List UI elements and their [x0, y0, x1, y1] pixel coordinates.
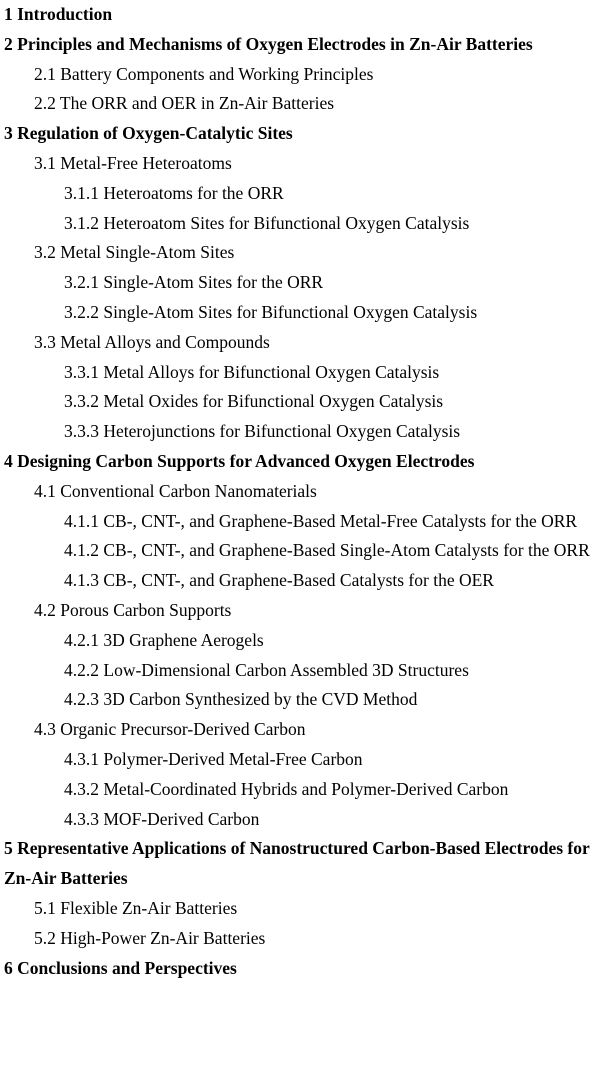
- toc-entry-4-1-2: 4.1.2 CB-, CNT-, and Graphene-Based Single-Atom Catalysts for the ORR: [64, 540, 590, 561]
- toc-entry-6: 6 Conclusions and Perspectives: [4, 957, 237, 978]
- toc-entry-3-2: 3.2 Metal Single-Atom Sites: [34, 242, 235, 263]
- toc-entry-3-3: 3.3 Metal Alloys and Compounds: [34, 331, 270, 352]
- toc-entry-5: 5 Representative Applications of Nanostructured Carbon-Based Electrodes for Zn-Air Batteries: [4, 838, 590, 889]
- toc-entry-3-3-1: 3.3.1 Metal Alloys for Bifunctional Oxygen Catalysis: [64, 361, 440, 382]
- toc-entry-3-3-2: 3.3.2 Metal Oxides for Bifunctional Oxygen Catalysis: [64, 391, 444, 412]
- toc-entry-2-2: 2.2 The ORR and OER in Zn-Air Batteries: [34, 93, 335, 114]
- toc-entry-1: 1 Introduction: [4, 4, 113, 24]
- toc-entry-4-3: 4.3 Organic Precursor-Derived Carbon: [34, 719, 306, 740]
- toc-entry-4-2-2: 4.2.2 Low-Dimensional Carbon Assembled 3D Structures: [64, 659, 469, 680]
- toc-entry-3-1-1: 3.1.1 Heteroatoms for the ORR: [64, 182, 284, 203]
- toc-entry-4-3-2: 4.3.2 Metal-Coordinated Hybrids and Polymer-Derived Carbon: [64, 778, 509, 799]
- toc-entry-3: 3 Regulation of Oxygen-Catalytic Sites: [4, 123, 293, 144]
- toc-entry-3-1: 3.1 Metal-Free Heteroatoms: [34, 152, 232, 173]
- toc-entry-3-2-2: 3.2.2 Single-Atom Sites for Bifunctional Oxygen Catalysis: [64, 301, 478, 322]
- toc-entry-4: 4 Designing Carbon Supports for Advanced Oxygen Electrodes: [4, 450, 475, 471]
- toc-entry-5-1: 5.1 Flexible Zn-Air Batteries: [34, 897, 238, 918]
- toc-entry-2-1: 2.1 Battery Components and Working Principles: [34, 63, 374, 84]
- toc-entry-5-2: 5.2 High-Power Zn-Air Batteries: [34, 927, 266, 948]
- toc-entry-4-1-1: 4.1.1 CB-, CNT-, and Graphene-Based Metal-Free Catalysts for the ORR: [64, 510, 578, 531]
- toc-entry-3-1-2: 3.1.2 Heteroatom Sites for Bifunctional Oxygen Catalysis: [64, 212, 470, 233]
- toc-entry-4-3-1: 4.3.1 Polymer-Derived Metal-Free Carbon: [64, 748, 363, 769]
- toc-entry-2: 2 Principles and Mechanisms of Oxygen Electrodes in Zn-Air Batteries: [4, 33, 533, 54]
- toc-entry-4-2: 4.2 Porous Carbon Supports: [34, 599, 232, 620]
- toc-entry-4-3-3: 4.3.3 MOF-Derived Carbon: [64, 808, 260, 829]
- toc-entry-4-1: 4.1 Conventional Carbon Nanomaterials: [34, 480, 317, 501]
- toc-entry-4-2-1: 4.2.1 3D Graphene Aerogels: [64, 629, 264, 650]
- toc-entry-3-3-3: 3.3.3 Heterojunctions for Bifunctional Oxygen Catalysis: [64, 421, 461, 442]
- toc-entry-4-1-3: 4.1.3 CB-, CNT-, and Graphene-Based Catalysts for the OER: [64, 570, 494, 591]
- toc-entry-4-2-3: 4.2.3 3D Carbon Synthesized by the CVD Method: [64, 689, 418, 710]
- toc-entry-3-2-1: 3.2.1 Single-Atom Sites for the ORR: [64, 272, 324, 293]
